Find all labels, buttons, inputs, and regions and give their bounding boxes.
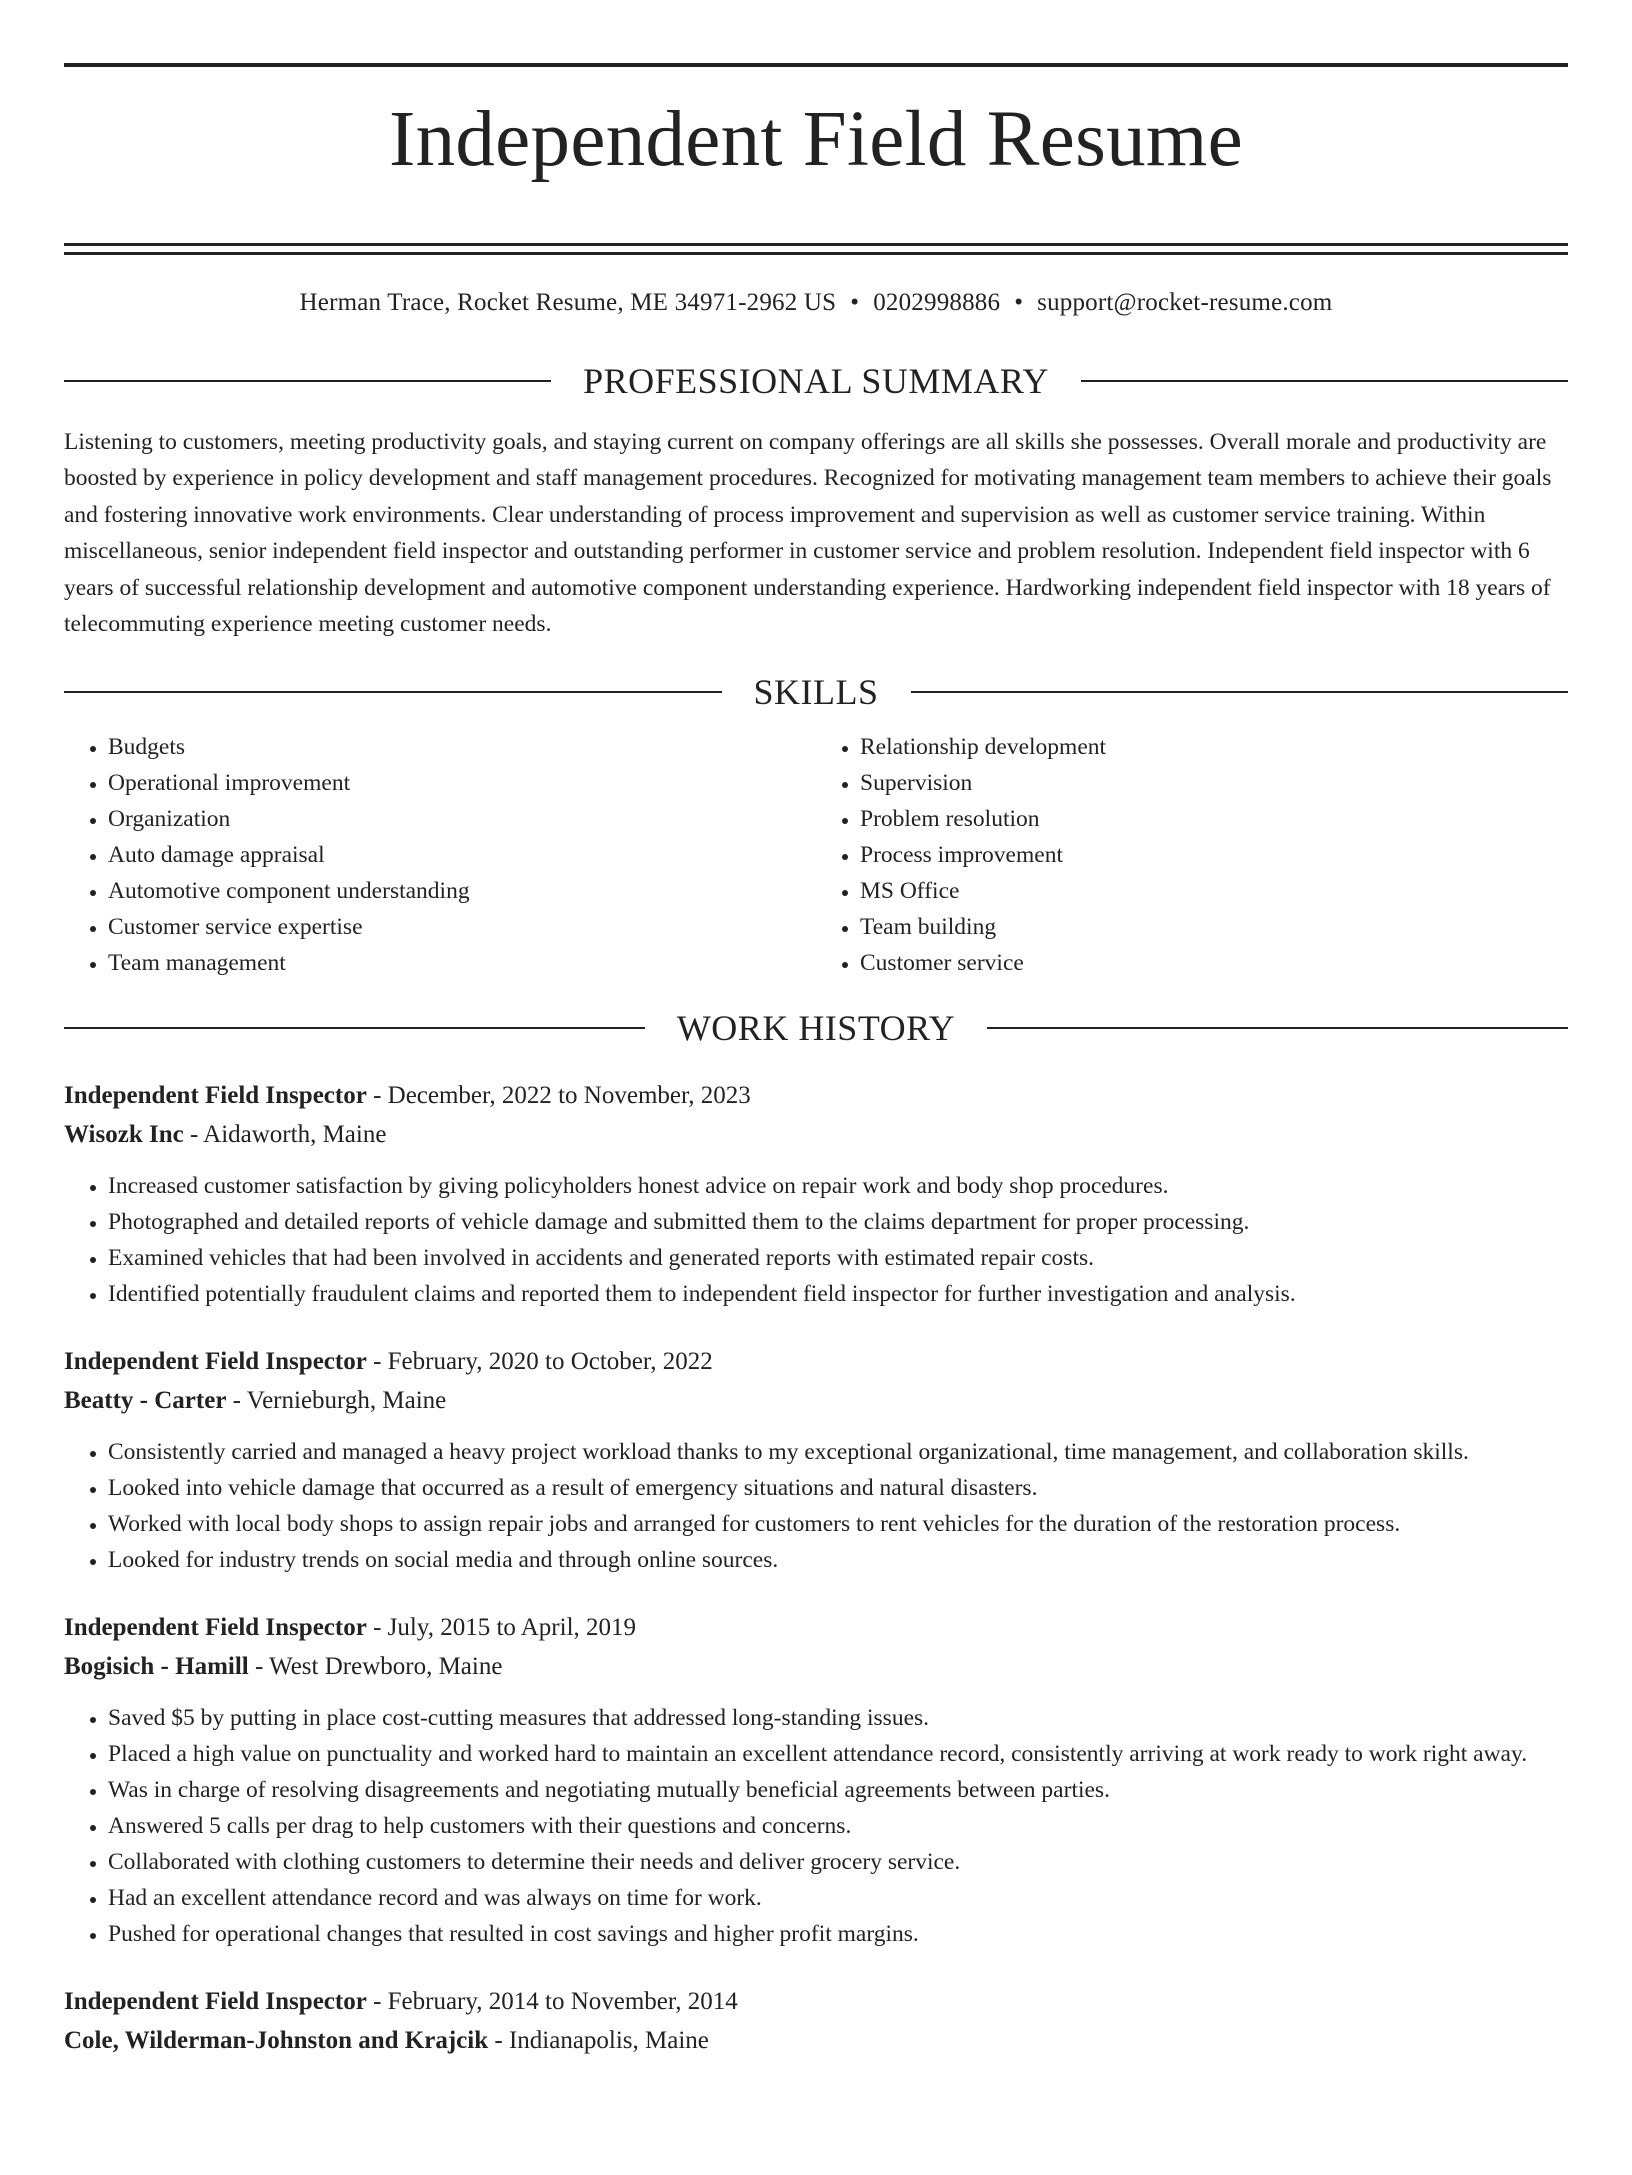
job-bullet: • Identified potentially fraudulent claims and reported them to independent field inspector for further investigation and analysis. [108, 1276, 1568, 1312]
job-bullet: • Had an excellent attendance record and was always on time for work. [108, 1880, 1568, 1916]
job-bullet: • Worked with local body shops to assign repair jobs and arranged for customers to rent vehicles for the duration of the restoration process. [108, 1506, 1568, 1542]
skill-item: • Supervision [860, 765, 1568, 801]
contact-phone: 0202998886 [873, 288, 1001, 316]
job-title: Independent Field Inspector [64, 1081, 367, 1109]
contact-email: support@rocket-resume.com [1037, 288, 1333, 316]
job-title-line [64, 1608, 1568, 1647]
contact-line [64, 288, 1568, 318]
job-company: Beatty - Carter [64, 1386, 227, 1414]
summary-paragraph: Listening to customers, meeting productivity goals, and staying current on company offerings are all skills she possesses. Overall morale and productivity are boosted by experience in policy development and staff management procedures. Recognized for motivating management team members to achieve their goals and fostering innovative work environments. Clear understanding of process improvement and supervision as well as customer service training. Within miscellaneous, senior independent field inspector and outstanding performer in customer service and problem resolution. Independent field inspector with 6 years of successful relationship development and automotive component understanding experience. Hardworking independent field inspector with 18 years of telecommuting experience meeting customer needs. [64, 428, 1552, 638]
job-company: Wisozk Inc [64, 1120, 184, 1148]
skill-item: • Auto damage appraisal [108, 837, 816, 873]
section-header-work-history [64, 1007, 1568, 1049]
job-company-line [64, 1647, 1568, 1686]
job-title: Independent Field Inspector [64, 1987, 367, 2015]
job-dates: - July, 2015 to April, 2019 [366, 1613, 637, 1641]
skills-list [64, 729, 1568, 981]
job-location: - Vernieburgh, Maine [226, 1386, 447, 1414]
skill-item: • Operational improvement [108, 765, 816, 801]
section-rule [64, 1027, 645, 1029]
skill-item: • Customer service [860, 945, 1568, 981]
job-bullet: • Placed a high value on punctuality and worked hard to maintain an excellent attendance record, consistently arriving at work ready to work right away. [108, 1736, 1568, 1772]
contact-address: Herman Trace, Rocket Resume, ME 34971-2962 US [299, 288, 837, 316]
job-company: Cole, Wilderman-Johnston and Krajcik [64, 2026, 489, 2054]
skills-column-right [816, 729, 1568, 981]
job-bullet: • Consistently carried and managed a heavy project workload thanks to my exceptional organizational, time management, and collaboration skills. [108, 1434, 1568, 1470]
job-bullet: • Answered 5 calls per drag to help customers with their questions and concerns. [108, 1808, 1568, 1844]
section-rule [911, 691, 1569, 693]
section-rule [1081, 380, 1568, 382]
section-title: WORK HISTORY [676, 1007, 956, 1048]
skill-item: • Process improvement [860, 837, 1568, 873]
section-rule [987, 1027, 1568, 1029]
resume-title: Independent Field Resume [388, 96, 1244, 183]
job-bullet: • Saved $5 by putting in place cost-cutting measures that addressed long-standing issues. [108, 1700, 1568, 1736]
job-bullets [64, 1168, 1568, 1312]
section-rule [64, 380, 551, 382]
job-bullet: • Looked for industry trends on social media and through online sources. [108, 1542, 1568, 1578]
skill-item: • Organization [108, 801, 816, 837]
skill-item: • Customer service expertise [108, 909, 816, 945]
job-company-line [64, 2021, 1568, 2060]
job-title-line [64, 1076, 1568, 1115]
job-title: Independent Field Inspector [64, 1613, 367, 1641]
skill-item: • Team building [860, 909, 1568, 945]
job-bullet: • Was in charge of resolving disagreements and negotiating mutually beneficial agreements between parties. [108, 1772, 1568, 1808]
job-bullet: • Examined vehicles that had been involved in accidents and generated reports with estimated repair costs. [108, 1240, 1568, 1276]
job-location: - Aidaworth, Maine [183, 1120, 387, 1148]
job-bullets [64, 1434, 1568, 1578]
job-bullets [64, 1700, 1568, 1952]
job-entry [64, 1982, 1568, 2060]
skill-item: • Team management [108, 945, 816, 981]
skill-item: • Automotive component understanding [108, 873, 816, 909]
job-dates: - December, 2022 to November, 2023 [366, 1081, 751, 1109]
section-header-summary [64, 360, 1568, 402]
skill-item: • Budgets [108, 729, 816, 765]
job-entry [64, 1342, 1568, 1578]
section-title: PROFESSIONAL SUMMARY [583, 360, 1049, 401]
section-title: SKILLS [753, 671, 879, 712]
job-title-line [64, 1342, 1568, 1381]
skill-item: • Problem resolution [860, 801, 1568, 837]
job-location: - Indianapolis, Maine [488, 2026, 709, 2054]
resume-page [0, 63, 1632, 2060]
job-bullet: • Pushed for operational changes that resulted in cost savings and higher profit margins. [108, 1916, 1568, 1952]
job-entry [64, 1608, 1568, 1952]
skill-item: • MS Office [860, 873, 1568, 909]
job-dates: - February, 2020 to October, 2022 [366, 1347, 713, 1375]
job-bullet: • Increased customer satisfaction by giving policyholders honest advice on repair work and body shop procedures. [108, 1168, 1568, 1204]
section-header-skills [64, 671, 1568, 713]
title-double-rule [64, 243, 1568, 255]
job-bullet: • Looked into vehicle damage that occurred as a result of emergency situations and natural disasters. [108, 1470, 1568, 1506]
job-entry [64, 1076, 1568, 1312]
contact-separator: • [850, 288, 860, 316]
job-location: - West Drewboro, Maine [248, 1652, 503, 1680]
job-company: Bogisich - Hamill [64, 1652, 249, 1680]
skill-item: • Relationship development [860, 729, 1568, 765]
job-title-line [64, 1982, 1568, 2021]
contact-separator: • [1014, 288, 1024, 316]
section-rule [64, 691, 722, 693]
job-bullet: • Photographed and detailed reports of vehicle damage and submitted them to the claims department for proper processing. [108, 1204, 1568, 1240]
job-dates: - February, 2014 to November, 2014 [366, 1987, 738, 2015]
job-company-line [64, 1381, 1568, 1420]
top-rule [64, 63, 1568, 67]
job-company-line [64, 1115, 1568, 1154]
skills-column-left [64, 729, 816, 981]
job-bullet: • Collaborated with clothing customers to determine their needs and deliver grocery service. [108, 1844, 1568, 1880]
job-title: Independent Field Inspector [64, 1347, 367, 1375]
